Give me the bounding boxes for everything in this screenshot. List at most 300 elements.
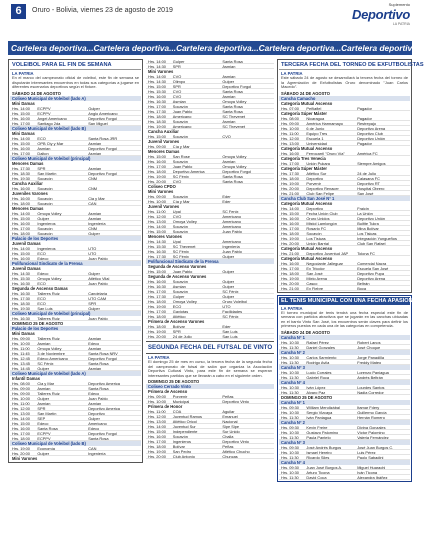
match-time: Hrs. 19:00 xyxy=(12,445,30,451)
away-team: Ingeniería xyxy=(88,220,106,226)
away-team: Atlético Vilal xyxy=(88,275,110,281)
away-team: Asmian xyxy=(88,140,102,146)
home-team: ECPPV xyxy=(37,110,51,116)
away-team: José Juan Burgos C. xyxy=(357,444,394,450)
category-heading: Juvenil Varones xyxy=(148,204,180,209)
away-team: Iván Ticona xyxy=(357,469,378,475)
match-time: Hrs. 19:00 xyxy=(148,174,166,179)
category-heading: Juvenil Varones xyxy=(148,139,180,144)
home-team: ECO xyxy=(37,250,46,256)
away-team: Juan Pablo xyxy=(88,395,108,401)
match-time: Hrs. 15:30 xyxy=(12,275,30,281)
away-team: Robert Lanos xyxy=(357,339,381,345)
home-team: Los Tisicas xyxy=(306,235,326,241)
away-team: Freddy Mateo xyxy=(357,359,382,365)
home-team: Lucio Corrales xyxy=(306,369,332,375)
away-team: Asmian xyxy=(88,165,102,171)
away-team: Santa Rosa NRV xyxy=(88,350,118,356)
home-team: Atlético xyxy=(172,314,186,319)
match-time: Hrs. 14:00 xyxy=(12,105,30,111)
exfutbolistas-fixture xyxy=(279,91,410,291)
home-team: David Coca xyxy=(306,474,327,480)
away-team: Alexandra Ibáñez xyxy=(357,474,388,480)
away-team: Gulper xyxy=(222,284,235,289)
match-time: Hrs. 17:00 xyxy=(148,289,166,294)
category-heading: Juveniles Varones xyxy=(12,190,48,196)
home-team: Deportivo xyxy=(306,175,324,181)
home-team: Socavón xyxy=(172,229,188,234)
away-team: Americano xyxy=(222,219,241,224)
category-heading: Mini Damas xyxy=(12,130,35,136)
away-team: Omoya Volley xyxy=(222,99,247,104)
match-time: Hrs. 17:00 xyxy=(148,439,166,444)
match-time: Hrs. 11:00 xyxy=(281,130,299,136)
home-team: Angel Americano xyxy=(37,115,67,121)
match-time: Hrs. 11:45 xyxy=(12,350,30,356)
home-team: Omoya Volley xyxy=(37,275,62,281)
category-heading: Categoría Mutual Ascenso xyxy=(281,145,333,151)
venue-heading: Coliseo Cerrado Vinto xyxy=(146,384,274,389)
match-time: Hrs. 09:00 xyxy=(12,335,30,341)
match-time: Hrs. 17:00 xyxy=(148,164,166,169)
home-team: Kevin Freire xyxy=(306,424,328,430)
match-time: Hrs. 11:00 xyxy=(148,409,166,414)
tennis-intro: El torneo municipal de tenis tendrá una fecha especial este fin de semana con partidos atractivos que se jugarán en las canchas ubicadas en el barrio Vinto San José, los encuentros serán claves para definir los primeros puestos en cada una de las categorías en competencia. xyxy=(281,309,408,328)
away-team: Omoya Volley xyxy=(222,154,247,159)
home-team: Socavón xyxy=(37,200,53,206)
match-time: Hrs. 10:00 xyxy=(12,340,30,346)
exfutbolistas-kicker: LA PATRIA xyxy=(281,71,303,76)
category-heading: Menores Damas xyxy=(12,205,44,211)
category-heading: Categoría Súper Máster xyxy=(281,110,327,116)
match-time: Hrs. 16:00 xyxy=(148,94,166,99)
category-heading: Mini Varones xyxy=(12,455,38,461)
volleyball-title: VOLEIBOL PARA EL FIN DE SEMANA xyxy=(10,61,141,70)
away-team: Eder xyxy=(222,194,231,199)
away-team: Gulper xyxy=(222,279,235,284)
venue-heading: Cancha N° 4 xyxy=(279,460,410,465)
category-heading: Primera de Ascenso Varones xyxy=(148,319,205,324)
away-team: Los Tisicas xyxy=(357,230,377,236)
match-time: Hrs. 13:00 xyxy=(148,419,166,424)
category-heading: Categoría Súper Máster xyxy=(281,165,327,171)
away-team: Sur Unido xyxy=(222,429,240,434)
match-time: Hrs. 11:00 xyxy=(12,400,30,406)
away-team: Valeria Fernández xyxy=(357,434,389,440)
tennis-fixture xyxy=(279,330,410,480)
away-team: Asmian xyxy=(88,400,102,406)
home-team: Juan José Burgos A. xyxy=(306,464,343,470)
home-team: Upal xyxy=(172,239,181,244)
away-team: Pagador xyxy=(357,140,372,146)
match-time: Hrs. 20:00 xyxy=(148,334,166,339)
home-team: 24 de Julio xyxy=(172,334,192,339)
away-team: Divina Gonzales xyxy=(357,424,386,430)
match-time: Hrs. 16:30 xyxy=(148,249,166,254)
match-time: Hrs. 09:30 xyxy=(281,404,299,410)
match-time: Hrs. 10:30 xyxy=(281,384,299,390)
venue-heading: Polifuncional Sindicato de la Prensa xyxy=(10,261,141,266)
away-team: Ingeniería xyxy=(222,244,240,249)
away-team: Itamar Fdery xyxy=(357,404,380,410)
match-time: Hrs. 17:00 xyxy=(12,430,30,436)
venue-heading: Cancha N° 2 xyxy=(279,420,410,425)
home-team: OPB Cty y Mar xyxy=(37,140,64,146)
away-team: Comercial Nacra xyxy=(357,260,387,266)
away-team: Edeco xyxy=(88,425,100,431)
match-time: Hrs. 18:00 xyxy=(12,230,30,236)
home-team: CVO xyxy=(172,214,182,219)
away-team: Chuncas xyxy=(222,454,238,459)
away-team: SC Thevenet xyxy=(222,124,246,129)
match-time: Hrs. 11:30 xyxy=(281,414,299,420)
home-team: Socavón xyxy=(172,289,188,294)
home-team: CVO xyxy=(172,94,182,99)
away-team: Fraicin xyxy=(357,205,369,211)
match-time: Hrs. 16:00 xyxy=(281,150,299,156)
away-team: San Luis xyxy=(222,334,238,339)
right-column xyxy=(277,59,428,541)
home-team: SPR xyxy=(37,165,46,171)
away-team: Pagador xyxy=(357,105,372,111)
away-team: Oruro Voleibol xyxy=(222,299,248,304)
home-team: ECPPV xyxy=(37,430,51,436)
away-team: Deportivo America xyxy=(88,380,120,386)
match-time: Hrs. 18:30 xyxy=(12,300,30,306)
exfutbolistas-title: TERCERA FECHA DEL TORNEO DE EXFUTBOLISTAS xyxy=(281,62,424,68)
away-team: La Unión xyxy=(357,210,373,216)
away-team: Deportivo Vinto xyxy=(222,399,249,404)
home-team: Talleres Ruiz xyxy=(37,390,60,396)
away-team: San José xyxy=(357,190,374,196)
away-team: Deportivo Forgol xyxy=(88,430,117,436)
match-time: Hrs. 15:00 xyxy=(12,110,30,116)
home-team: Cía y Mar xyxy=(172,199,190,204)
away-team: Candelaria xyxy=(88,290,108,296)
category-heading: Segunda de Ascenso Varones xyxy=(148,274,207,279)
away-team: Hospital Obrero xyxy=(357,185,385,191)
away-team: Asmian xyxy=(88,345,102,351)
match-time: Hrs. 18:30 xyxy=(12,170,30,176)
category-heading: DOMINGO 25 DE AGOSTO xyxy=(148,379,200,384)
away-team: Juan Pablo xyxy=(88,255,108,261)
home-team: Bolívar xyxy=(172,444,185,449)
away-team: Deportivo RT xyxy=(357,180,381,186)
away-team: Restrepajo xyxy=(357,120,377,126)
away-team: Gulper xyxy=(88,270,100,276)
away-team: Gulper xyxy=(222,254,235,259)
volleyball-kicker: LA PATRIA xyxy=(12,71,34,76)
match-time: Hrs. 16:00 xyxy=(281,220,299,226)
away-team: Deportivo Forgol xyxy=(88,355,117,361)
match-time: Hrs. 17:00 xyxy=(148,309,166,314)
venue-heading: Palacio de los Deportes xyxy=(10,236,141,241)
match-time: Hrs. 16:00 xyxy=(148,159,166,164)
away-team: Challa xyxy=(222,434,234,439)
home-team: San Pedro xyxy=(172,449,192,454)
away-team: Peñas xyxy=(222,444,234,449)
away-team: Hernán Romero xyxy=(357,414,385,420)
volleyball-fixture xyxy=(10,91,141,461)
match-time: Hrs. 16:00 xyxy=(281,215,299,221)
match-time: Hrs. 20:00 xyxy=(281,280,299,286)
away-team xyxy=(222,144,272,148)
category-heading: Coliseo CPDO xyxy=(148,184,176,189)
away-team: Lorenzo Paniagua xyxy=(357,369,389,375)
home-team: ECO xyxy=(37,295,46,301)
home-team: Talleres Ruiz xyxy=(37,335,60,341)
away-team: Asmian xyxy=(88,210,102,216)
home-team: Casco xyxy=(306,280,318,286)
away-team: Nacional xyxy=(222,419,238,424)
match-time: Hrs. 17:30 xyxy=(281,170,299,176)
match-time: Hrs. 11:30 xyxy=(281,359,299,365)
home-team: Ricardo Siles xyxy=(306,454,330,460)
match-time: Hrs. 14:00 xyxy=(148,424,166,429)
home-team: Socavón xyxy=(37,195,53,201)
away-team: Gulper xyxy=(88,230,100,236)
match-time: Hrs. 20:00 xyxy=(12,450,30,456)
category-heading: Primera de Ascenso xyxy=(148,389,188,394)
supplement-name: Deportivo xyxy=(352,7,410,22)
away-team: Lourdes Santos xyxy=(357,384,385,390)
venue-heading: Coliseo Municipal de Voleibol (lado A) xyxy=(10,96,141,101)
match-time: Hrs. 16:00 xyxy=(12,195,30,201)
away-team: Americano xyxy=(88,420,107,426)
fixture-row xyxy=(146,454,274,459)
venue-heading: Cancha N° 1 xyxy=(279,400,410,405)
category-heading: Menores Damas xyxy=(148,149,180,154)
page-header xyxy=(8,2,412,26)
away-team: Asmian xyxy=(222,64,236,69)
home-team: Bolívar xyxy=(172,324,185,329)
volleyball-column xyxy=(8,59,143,541)
category-heading: Mini Damas xyxy=(12,330,35,336)
away-team: Facilidades xyxy=(222,309,243,314)
away-team: Santa Rosa xyxy=(222,109,243,114)
venue-heading: Coliseo Municipal de Voleibol (lado B) xyxy=(10,126,141,131)
home-team: Iván López xyxy=(306,384,326,390)
home-team: Socavón xyxy=(306,230,322,236)
away-team: Cia y Mar xyxy=(88,195,105,201)
category-heading: Juvenil Damas xyxy=(12,265,41,271)
home-team: Escuela 1 xyxy=(306,135,324,141)
match-time: Hrs. 09:00 xyxy=(148,144,166,149)
away-team: Santa Rosa JRR xyxy=(88,135,118,141)
away-team: Santa Rosa xyxy=(222,104,243,109)
category-heading: Cancha Auxiliar xyxy=(148,129,179,134)
away-team: CNM xyxy=(88,175,98,181)
match-time: Hrs. 10:00 xyxy=(148,199,166,204)
match-time: Hrs. 15:00 xyxy=(148,269,166,274)
match-time: Hrs. 16:00 xyxy=(12,255,30,261)
venue-heading: Cancha N° 1 xyxy=(279,335,410,340)
home-team: Ex Tricolor xyxy=(306,265,325,271)
home-team: Gaviotas xyxy=(172,309,189,314)
home-team: SC Fénix xyxy=(172,174,189,179)
category-heading: DOMINGO 25 DE AGOSTO xyxy=(12,320,64,326)
home-team: Socavón xyxy=(172,434,188,439)
venue-heading: Cancha Camacho xyxy=(279,96,410,101)
away-team: CNM xyxy=(88,185,98,191)
match-time: Hrs. 11:30 xyxy=(281,344,299,350)
match-time: Hrs. 10:00 xyxy=(281,125,299,131)
match-time: Hrs. 11:30 xyxy=(281,389,299,395)
venue-heading: Coliseo Municipal de Voleibol (principal) xyxy=(10,156,141,161)
home-team: Paula Pantelo xyxy=(306,434,331,440)
away-team: SC Fénix xyxy=(222,314,239,319)
home-team: Porvenir xyxy=(172,394,188,399)
match-time: Hrs. 18:00 xyxy=(12,435,30,441)
home-team: CVO xyxy=(172,179,182,184)
home-team: SPR xyxy=(172,64,181,69)
match-time: Hrs. 09:00 xyxy=(12,385,30,391)
home-team: Socavón xyxy=(172,104,188,109)
home-team: Socavón xyxy=(172,159,188,164)
match-time: Hrs. 20:00 xyxy=(281,185,299,191)
home-team: Edeco xyxy=(37,255,49,261)
match-time: Hrs. 18:00 xyxy=(148,169,166,174)
match-time: Hrs. 16:00 xyxy=(12,185,30,191)
match-time: Hrs. 15:00 xyxy=(12,140,30,146)
match-time: Hrs. 18:30 xyxy=(148,119,166,124)
home-team: Talleres Ruiz xyxy=(37,290,60,296)
home-team: Ismael Hereiro xyxy=(306,449,332,455)
away-team: Santa Rosa xyxy=(88,435,109,441)
match-time: Hrs. 16:30 xyxy=(12,280,30,286)
away-team: CAN xyxy=(88,445,97,451)
home-team: Deportivo Renacer xyxy=(306,185,339,191)
home-team: SC Thevenet xyxy=(172,244,196,249)
match-time: Hrs. 17:00 xyxy=(12,225,30,231)
home-team: Asmian xyxy=(172,99,186,104)
match-time: Hrs. 15:00 xyxy=(148,429,166,434)
away-team: UTO CAM xyxy=(88,295,107,301)
home-team: Gulper xyxy=(172,294,185,299)
away-team: Asmian xyxy=(222,159,236,164)
match-time: Hrs. 11:30 xyxy=(281,454,299,460)
home-team: SPR xyxy=(37,405,46,411)
category-heading: Categoría Tres Venecia xyxy=(281,155,326,161)
home-team: ECPPV xyxy=(37,105,51,111)
away-team: Siempre Amigos xyxy=(357,160,386,166)
futsal-intro: El domingo 25 de mes en curso, la tercera fecha de la segunda fecha del campeonato de futsal de salón que organiza la Asociación Deportiva Cultural Vinto, para este fin de semana se esperan interesantes partidos que se llevarán a cabo en el siguiente orden. xyxy=(148,359,272,378)
category-heading: Categoría Mutual Ascenso xyxy=(281,200,333,206)
match-time: Hrs. 18:00 xyxy=(281,230,299,236)
match-time: Hrs. 15:00 xyxy=(148,229,166,234)
away-team: Guillermo García xyxy=(357,409,387,415)
home-team: San Luis xyxy=(37,305,53,311)
away-team: Emanuel xyxy=(222,414,238,419)
away-team: Asmian xyxy=(88,335,102,341)
match-time: Hrs. 17:30 xyxy=(148,254,166,259)
home-team: San José xyxy=(306,270,323,276)
match-time: Hrs. 16:00 xyxy=(12,425,30,431)
away-team: Asmian xyxy=(222,94,236,99)
home-team: Alvaro Paz xyxy=(306,389,326,395)
match-time: Hrs. 10:00 xyxy=(148,399,166,404)
match-time: Hrs. 15:00 xyxy=(281,210,299,216)
away-team: Deportivo Vinto xyxy=(222,439,249,444)
match-time: Hrs. 17:30 xyxy=(12,165,30,171)
away-team: Asmian xyxy=(88,365,102,371)
away-team: Santa Rosa xyxy=(222,179,243,184)
away-team: Eder xyxy=(222,199,231,204)
match-time: Hrs. 08:00 xyxy=(12,380,30,386)
tennis-title: EL TENIS MUNICIPAL CON UNA FECHA APASIONANTE xyxy=(281,297,428,304)
newspaper-name: LA PATRIA xyxy=(392,22,410,26)
away-team: Sipe Sipe xyxy=(222,424,240,429)
match-time: Hrs. 19:00 xyxy=(281,235,299,241)
home-team: Omoya Volley xyxy=(172,219,197,224)
home-team: Americano xyxy=(172,124,192,129)
home-team: Universidad xyxy=(306,140,327,146)
home-team: Talleres Ruiz xyxy=(37,315,60,321)
away-team: Gulper xyxy=(88,305,100,311)
home-team: Equipo Tres xyxy=(306,130,328,136)
home-team: Socavón xyxy=(172,224,188,229)
home-team: Edeco xyxy=(37,420,49,426)
middle-column xyxy=(146,59,274,541)
away-team: Beltrán xyxy=(357,280,370,286)
home-team: Americano xyxy=(172,114,192,119)
match-time: Hrs. 10:30 xyxy=(281,339,299,345)
away-team: Deportivo Forgol xyxy=(88,145,117,151)
match-time: Hrs. 15:00 xyxy=(148,134,166,139)
match-time: Hrs. 18:00 xyxy=(12,200,30,206)
away-team: Calasana FC xyxy=(357,175,380,181)
home-team: Santiago 2da xyxy=(37,120,61,126)
match-time: Hrs. 12:00 xyxy=(12,405,30,411)
home-team: Arturo Ticona xyxy=(306,469,330,475)
supplement-label: Suplemento xyxy=(388,2,410,7)
match-time: Hrs. 14:45 xyxy=(12,365,30,371)
home-team: ECO xyxy=(37,135,46,141)
home-team: Juan Pablo xyxy=(172,164,193,169)
home-team: ECO xyxy=(172,304,182,309)
home-team: Omoya Volley xyxy=(37,345,62,351)
away-team: SPR xyxy=(88,300,97,306)
home-team: Gulper xyxy=(37,365,50,371)
away-team: Deportivo Forgol xyxy=(222,84,252,89)
match-time: Hrs. 15:00 xyxy=(12,420,30,426)
category-heading: Segunda de Ascenso Varones xyxy=(148,264,207,269)
home-team: Socavón xyxy=(37,225,53,231)
home-team: Peñiafiel xyxy=(306,105,322,111)
home-team: Unión Pukara xyxy=(306,160,330,166)
home-team: 3 de Noviembre xyxy=(37,350,65,356)
match-time: Hrs. 08:00 xyxy=(281,115,299,121)
away-team: Santa Rosa xyxy=(88,385,109,391)
away-team: Integración Yungueños xyxy=(357,235,397,241)
away-team: CAN xyxy=(88,200,97,206)
home-team: Economía xyxy=(37,445,55,451)
home-team: SPR xyxy=(172,84,181,89)
home-team: Upal xyxy=(172,209,181,214)
away-team: Aguilar xyxy=(222,409,235,414)
away-team: Omoya Volley xyxy=(222,164,247,169)
home-team: Ingenieros xyxy=(37,245,56,251)
match-time: Hrs. 19:00 xyxy=(148,449,166,454)
away-team: Santa Rosa xyxy=(222,59,243,64)
category-heading: Mini Varones xyxy=(148,69,174,74)
home-team: Oruro Unidos xyxy=(306,215,330,221)
home-team: Rosario FC xyxy=(306,225,327,231)
match-time: Hrs. 12:00 xyxy=(148,414,166,419)
away-team: CNM xyxy=(88,225,98,231)
category-heading: Mini Damas xyxy=(12,100,35,106)
home-team: ECO xyxy=(37,280,46,286)
